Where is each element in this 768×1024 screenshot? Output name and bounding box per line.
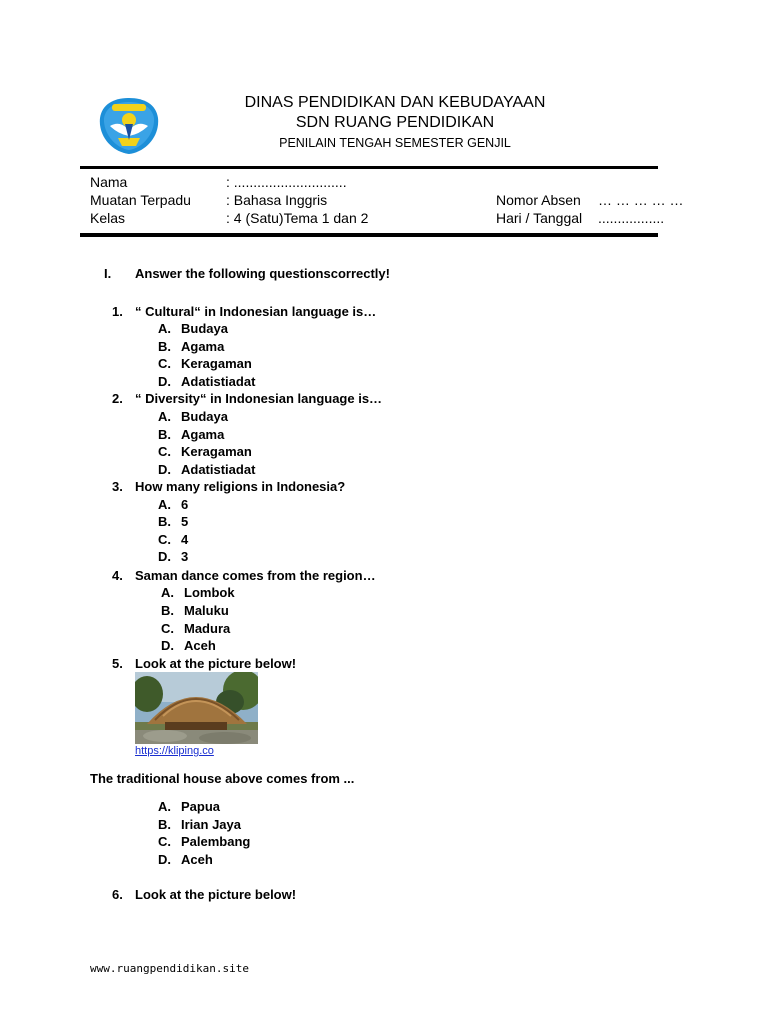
question-text: Look at the picture below! [135, 887, 297, 902]
question-number: 2. [112, 391, 123, 406]
kelas-label: Kelas [90, 210, 126, 226]
question-text: “ Diversity“ in Indonesian language is… [135, 391, 383, 406]
option-text: Irian Jaya [181, 817, 241, 832]
kelas-value: : 4 (Satu)Tema 1 dan 2 [226, 210, 369, 226]
option-letter: C. [158, 532, 171, 547]
option-letter: B. [158, 339, 171, 354]
option-letter: D. [158, 374, 171, 389]
option-letter: A. [158, 497, 171, 512]
option-text: Madura [184, 621, 231, 636]
source-link[interactable]: https://kliping.co [135, 745, 214, 757]
option-text: Lombok [184, 585, 235, 600]
option-text: 6 [181, 497, 189, 512]
question-text: Look at the picture below! [135, 656, 297, 671]
option-letter: A. [158, 321, 171, 336]
option-text: Budaya [181, 321, 228, 336]
option-letter: D. [158, 462, 171, 477]
top-divider [80, 166, 658, 169]
option-letter: C. [158, 356, 171, 371]
option-letter: B. [158, 817, 171, 832]
option-text: Aceh [181, 852, 213, 867]
question-number: 4. [112, 568, 123, 583]
option-text: Keragaman [181, 444, 252, 459]
option-text: Palembang [181, 834, 251, 849]
option-letter: D. [161, 638, 174, 653]
tanggal-label: Hari / Tanggal [496, 210, 583, 226]
muatan-value: : Bahasa Inggris [226, 192, 328, 208]
option-text: Aceh [184, 638, 216, 653]
option-letter: A. [158, 409, 171, 424]
header-school: SDN RUANG PENDIDIKAN [295, 114, 495, 131]
muatan-label: Muatan Terpadu [90, 192, 191, 208]
option-text: Adatistiadat [181, 462, 256, 477]
nama-value: : ............................. [226, 174, 347, 190]
bottom-divider [80, 233, 658, 237]
option-text: Papua [181, 799, 221, 814]
option-text: 5 [181, 514, 189, 529]
nama-label: Nama [90, 174, 128, 190]
option-letter: C. [158, 834, 171, 849]
option-letter: B. [158, 514, 171, 529]
option-letter: D. [158, 549, 171, 564]
question-number: 5. [112, 656, 123, 671]
option-letter: A. [161, 585, 174, 600]
option-text: Adatistiadat [181, 374, 256, 389]
option-text: 4 [181, 532, 189, 547]
option-text: Agama [181, 339, 225, 354]
option-text: Budaya [181, 409, 228, 424]
question-text: “ Cultural“ in Indonesian language is… [135, 304, 377, 319]
question-text: Saman dance comes from the region… [135, 568, 376, 583]
absen-label: Nomor Absen [496, 192, 581, 208]
option-text: Maluku [184, 603, 229, 618]
question-number: 6. [112, 887, 123, 902]
footer-url: www.ruangpendidikan.site [90, 962, 249, 975]
tanggal-value: ................. [598, 210, 665, 226]
option-text: 3 [181, 549, 189, 564]
question-number: 3. [112, 479, 123, 494]
section-title: Answer the following questionscorrectly! [135, 266, 390, 281]
option-text: Keragaman [181, 356, 252, 371]
option-letter: C. [158, 444, 171, 459]
option-letter: B. [158, 427, 171, 442]
question-followup: The traditional house above comes from ... [90, 771, 355, 786]
option-letter: C. [161, 621, 174, 636]
section-numeral: I. [104, 266, 112, 281]
question-number: 1. [112, 304, 123, 319]
option-letter: D. [158, 852, 171, 867]
option-letter: B. [161, 603, 174, 618]
header-agency: DINAS PENDIDIKAN DAN KEBUDAYAAN [244, 94, 546, 111]
question-text: How many religions in Indonesia? [135, 479, 346, 494]
absen-value: … … … … … [598, 192, 684, 208]
option-text: Agama [181, 427, 225, 442]
traditional-house-photo [135, 672, 258, 744]
option-letter: A. [158, 799, 171, 814]
header-exam-title: PENILAIN TENGAH SEMESTER GENJIL [279, 136, 511, 150]
